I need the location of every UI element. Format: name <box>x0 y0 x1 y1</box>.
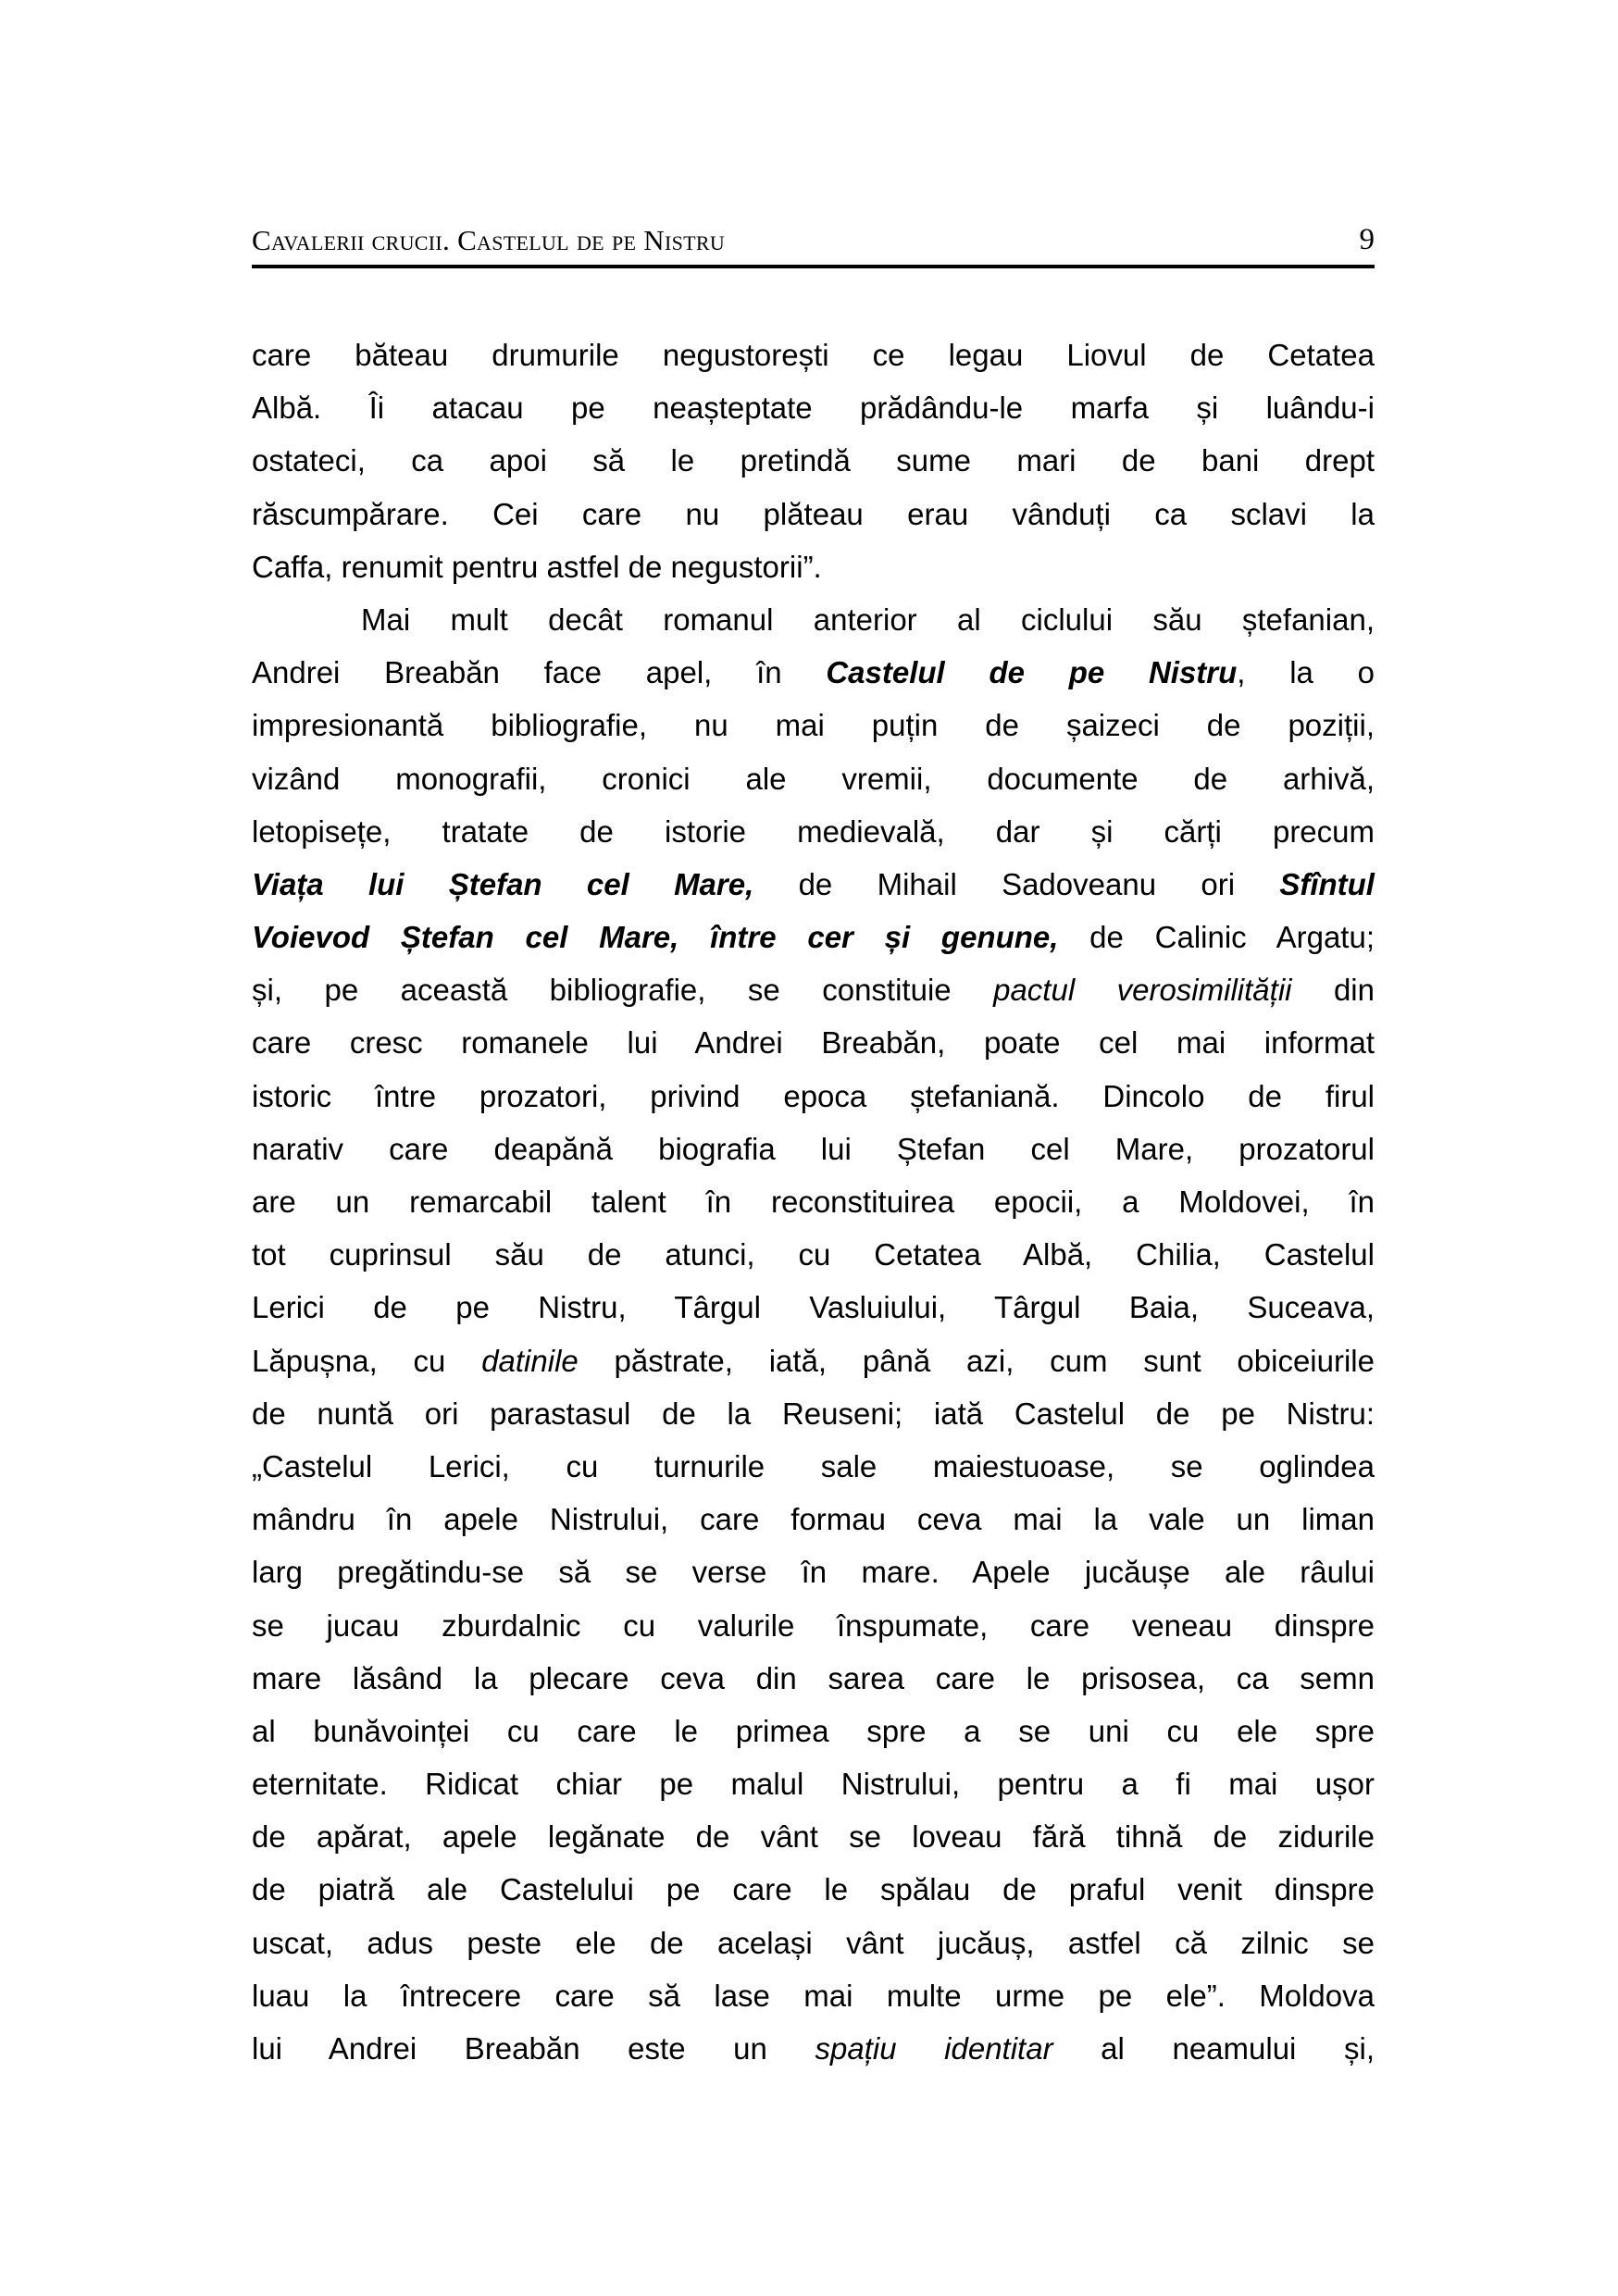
book-title-text: Viața lui Ștefan cel Mare, <box>252 866 754 901</box>
text-segment: de nuntă ori parastasul de la Reuseni; iată Castelul de pe Nistru: <box>252 1396 1375 1431</box>
text-segment: Albă. Îi atacau pe neașteptate prădându-le marfa și luându-i <box>252 391 1375 426</box>
text-segment: luau la întrecere care să lase mai multe urme pe ele”. Moldova <box>252 1978 1375 2013</box>
text-line <box>252 1493 1375 1545</box>
text-line <box>252 1545 1375 1598</box>
text-line <box>252 1123 1375 1175</box>
text-line <box>252 646 1375 699</box>
text-line <box>252 1334 1375 1387</box>
text-segment: Andrei Breabăn face apel, în <box>252 655 827 690</box>
book-title-text: Castelul de pe Nistru <box>826 655 1238 690</box>
text-line <box>252 1175 1375 1228</box>
text-segment: al neamului și, <box>1052 2031 1375 2066</box>
text-segment: mândru în apele Nistrului, care formau ceva mai la vale un liman <box>252 1502 1375 1537</box>
text-line <box>252 593 1375 646</box>
text-line <box>252 911 1375 963</box>
text-line <box>252 488 1375 540</box>
text-line <box>252 858 1375 911</box>
text-segment: care băteau drumurile negustorești ce legau Liovul de Cetatea <box>252 338 1375 372</box>
text-segment: care cresc romanele lui Andrei Breabăn, poate cel mai informat <box>252 1025 1375 1061</box>
text-line <box>252 1705 1375 1757</box>
text-segment: mare lăsând la plecare ceva din sarea care le prisosea, ca semn <box>252 1660 1375 1695</box>
text-segment: se jucau zburdalnic cu valurile înspumate, care veneau dinspre <box>252 1607 1375 1643</box>
text-line <box>252 1070 1375 1123</box>
text-segment: Lăpușna, cu <box>252 1343 482 1378</box>
text-segment: istoric între prozatori, privind epoca ștefaniană. Dincolo de firul <box>252 1078 1375 1113</box>
book-title-text: Voievod Ștefan cel Mare, între cer și genune, <box>252 920 1059 955</box>
text-line <box>252 1652 1375 1705</box>
text-line <box>252 1599 1375 1652</box>
text-segment: de Calinic Argatu; <box>1058 920 1375 955</box>
running-title: Cavalerii crucii. Castelul de pe Nistru <box>252 224 726 256</box>
text-segment: al bunăvoinței cu care le primea spre a se uni cu ele spre <box>252 1713 1375 1748</box>
emphasis-text: pactul verosimilității <box>993 973 1292 1008</box>
text-segment: letopisețe, tratate de istorie medievală, dar și cărți precum <box>252 813 1375 849</box>
text-segment: , la o <box>1237 655 1375 690</box>
text-segment: lui Andrei Breabăn este un <box>252 2031 815 2066</box>
text-line <box>252 381 1375 434</box>
text-line <box>252 699 1375 751</box>
text-line <box>252 805 1375 858</box>
text-line <box>252 540 1375 593</box>
text-segment: și, pe această bibliografie, se constituie <box>252 973 994 1008</box>
text-segment: Lerici de pe Nistru, Târgul Vasluiului, Târgul Baia, Suceava, <box>252 1290 1375 1325</box>
text-line <box>252 2022 1375 2075</box>
text-segment: de piatră ale Castelului pe care le spălau de praful venit dinspre <box>252 1872 1375 1907</box>
text-line <box>252 1016 1375 1069</box>
text-segment: impresionantă bibliografie, nu mai puțin de șaizeci de poziții, <box>252 708 1375 743</box>
text-line <box>252 1228 1375 1281</box>
text-segment: de apărat, apele legănate de vânt se loveau fără tihnă de zidurile <box>252 1819 1375 1855</box>
text-segment: ostateci, ca apoi să le pretindă sume mari de bani drept <box>252 443 1375 478</box>
text-line <box>252 1281 1375 1334</box>
text-segment: tot cuprinsul său de atunci, cu Cetatea Albă, Chilia, Castelul <box>252 1237 1375 1272</box>
emphasis-text: datinile <box>481 1343 579 1378</box>
text-line <box>252 1757 1375 1810</box>
text-line <box>252 963 1375 1016</box>
running-header <box>252 222 1375 268</box>
text-segment: eternitate. Ridicat chiar pe malul Nistrului, pentru a fi mai ușor <box>252 1767 1375 1802</box>
page-number: 9 <box>1359 223 1375 256</box>
text-segment: de Mihail Sadoveanu ori <box>753 866 1280 901</box>
text-line <box>252 1387 1375 1440</box>
text-segment: narativ care deapănă biografia lui Ștefan cel Mare, prozatorul <box>252 1131 1375 1166</box>
text-line <box>252 752 1375 805</box>
text-line <box>252 1440 1375 1493</box>
text-segment: răscumpărare. Cei care nu plăteau erau vânduți ca sclavi la <box>252 496 1375 531</box>
text-line <box>252 434 1375 487</box>
text-segment: vizând monografii, cronici ale vremii, documente de arhivă, <box>252 761 1375 796</box>
text-line <box>252 1810 1375 1863</box>
text-segment: din <box>1291 973 1375 1008</box>
text-line <box>252 1863 1375 1916</box>
text-line <box>252 329 1375 381</box>
text-segment: păstrate, iată, până azi, cum sunt obiceiurile <box>578 1343 1375 1378</box>
book-title-text: Sfîntul <box>1279 866 1375 901</box>
text-segment: „Castelul Lerici, cu turnurile sale maiestuoase, se oglindea <box>252 1448 1375 1483</box>
text-segment: uscat, adus peste ele de același vânt jucăuș, astfel că zilnic se <box>252 1925 1375 1960</box>
text-line <box>252 1969 1375 2022</box>
text-segment: larg pregătindu-se să se verse în mare. Apele jucăușe ale râului <box>252 1555 1375 1590</box>
text-segment: are un remarcabil talent în reconstituirea epocii, a Moldovei, în <box>252 1185 1375 1219</box>
text-line <box>252 1917 1375 1969</box>
text-segment: Mai mult decât romanul anterior al ciclului său ștefanian, <box>361 602 1375 637</box>
body-text <box>252 329 1375 2075</box>
text-segment: Caffa, renumit pentru astfel de negustorii”. <box>252 549 822 584</box>
emphasis-text: spațiu identitar <box>815 2031 1053 2066</box>
